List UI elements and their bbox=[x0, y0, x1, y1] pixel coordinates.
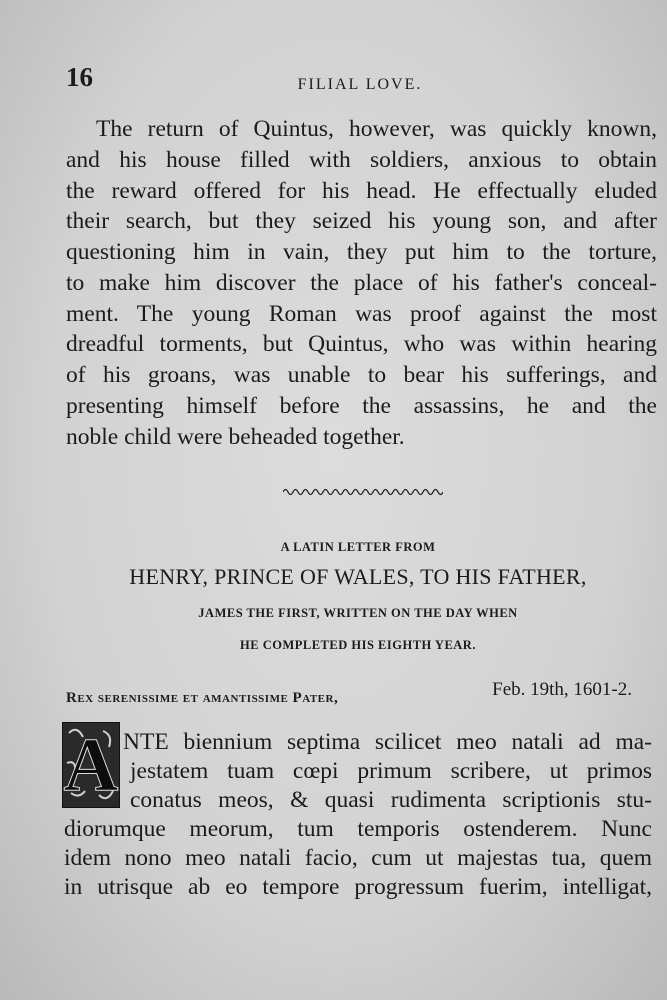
text-line: conatus meos, & quasi rudimenta scriptionis stu- bbox=[130, 787, 652, 813]
heading-line-3: JAMES THE FIRST, WRITTEN ON THE DAY WHEN bbox=[198, 606, 518, 620]
text-line: noble child were beheaded together. bbox=[66, 424, 405, 450]
text-line: presenting himself before the assassins, he and the bbox=[66, 393, 657, 419]
heading-line-1: A LATIN LETTER FROM bbox=[280, 540, 436, 554]
drop-cap-ornament bbox=[62, 722, 120, 808]
text-line: questioning him in vain, they put him to the torture, bbox=[66, 239, 657, 265]
text-line: dreadful torments, but Quintus, who was within hearing bbox=[66, 331, 657, 357]
text-line: idem nono meo natali facio, cum ut majestas tua, quem bbox=[64, 845, 652, 871]
letter-date: Feb. 19th, 1601-2. bbox=[492, 679, 632, 700]
text-line: in utrisque ab eo tempore progressum fuerim, intelligat, bbox=[64, 874, 652, 900]
text-line: jestatem tuam cœpi primum scribere, ut primos bbox=[130, 758, 652, 784]
heading-line-4: HE COMPLETED HIS EIGHTH YEAR. bbox=[240, 638, 476, 652]
running-head: FILIAL LOVE. bbox=[297, 76, 423, 93]
page-number: 16 bbox=[66, 62, 93, 92]
text-line: of his groans, was unable to bear his sufferings, and bbox=[66, 362, 657, 388]
salutation: Rex serenissime et amantissime Pater, bbox=[66, 690, 339, 706]
text-line: The return of Quintus, however, was quickly known, bbox=[96, 116, 657, 142]
text-line: diorumque meorum, tum temporis ostenderem. Nunc bbox=[64, 816, 652, 842]
text-line: their search, but they seized his young son, and after bbox=[66, 208, 657, 234]
text-line: ment. The young Roman was proof against the most bbox=[66, 301, 657, 327]
wavy-divider-ornament bbox=[283, 486, 443, 498]
text-line: NTE biennium septima scilicet meo natali ad ma- bbox=[123, 729, 652, 755]
text-line: the reward offered for his head. He effectually eluded bbox=[66, 178, 657, 204]
heading-title: HENRY, PRINCE OF WALES, TO HIS FATHER, bbox=[129, 564, 587, 589]
text-line: and his house filled with soldiers, anxious to obtain bbox=[66, 147, 657, 173]
drop-cap-letter: A bbox=[63, 723, 119, 807]
text-line: to make him discover the place of his father's conceal- bbox=[66, 270, 657, 296]
